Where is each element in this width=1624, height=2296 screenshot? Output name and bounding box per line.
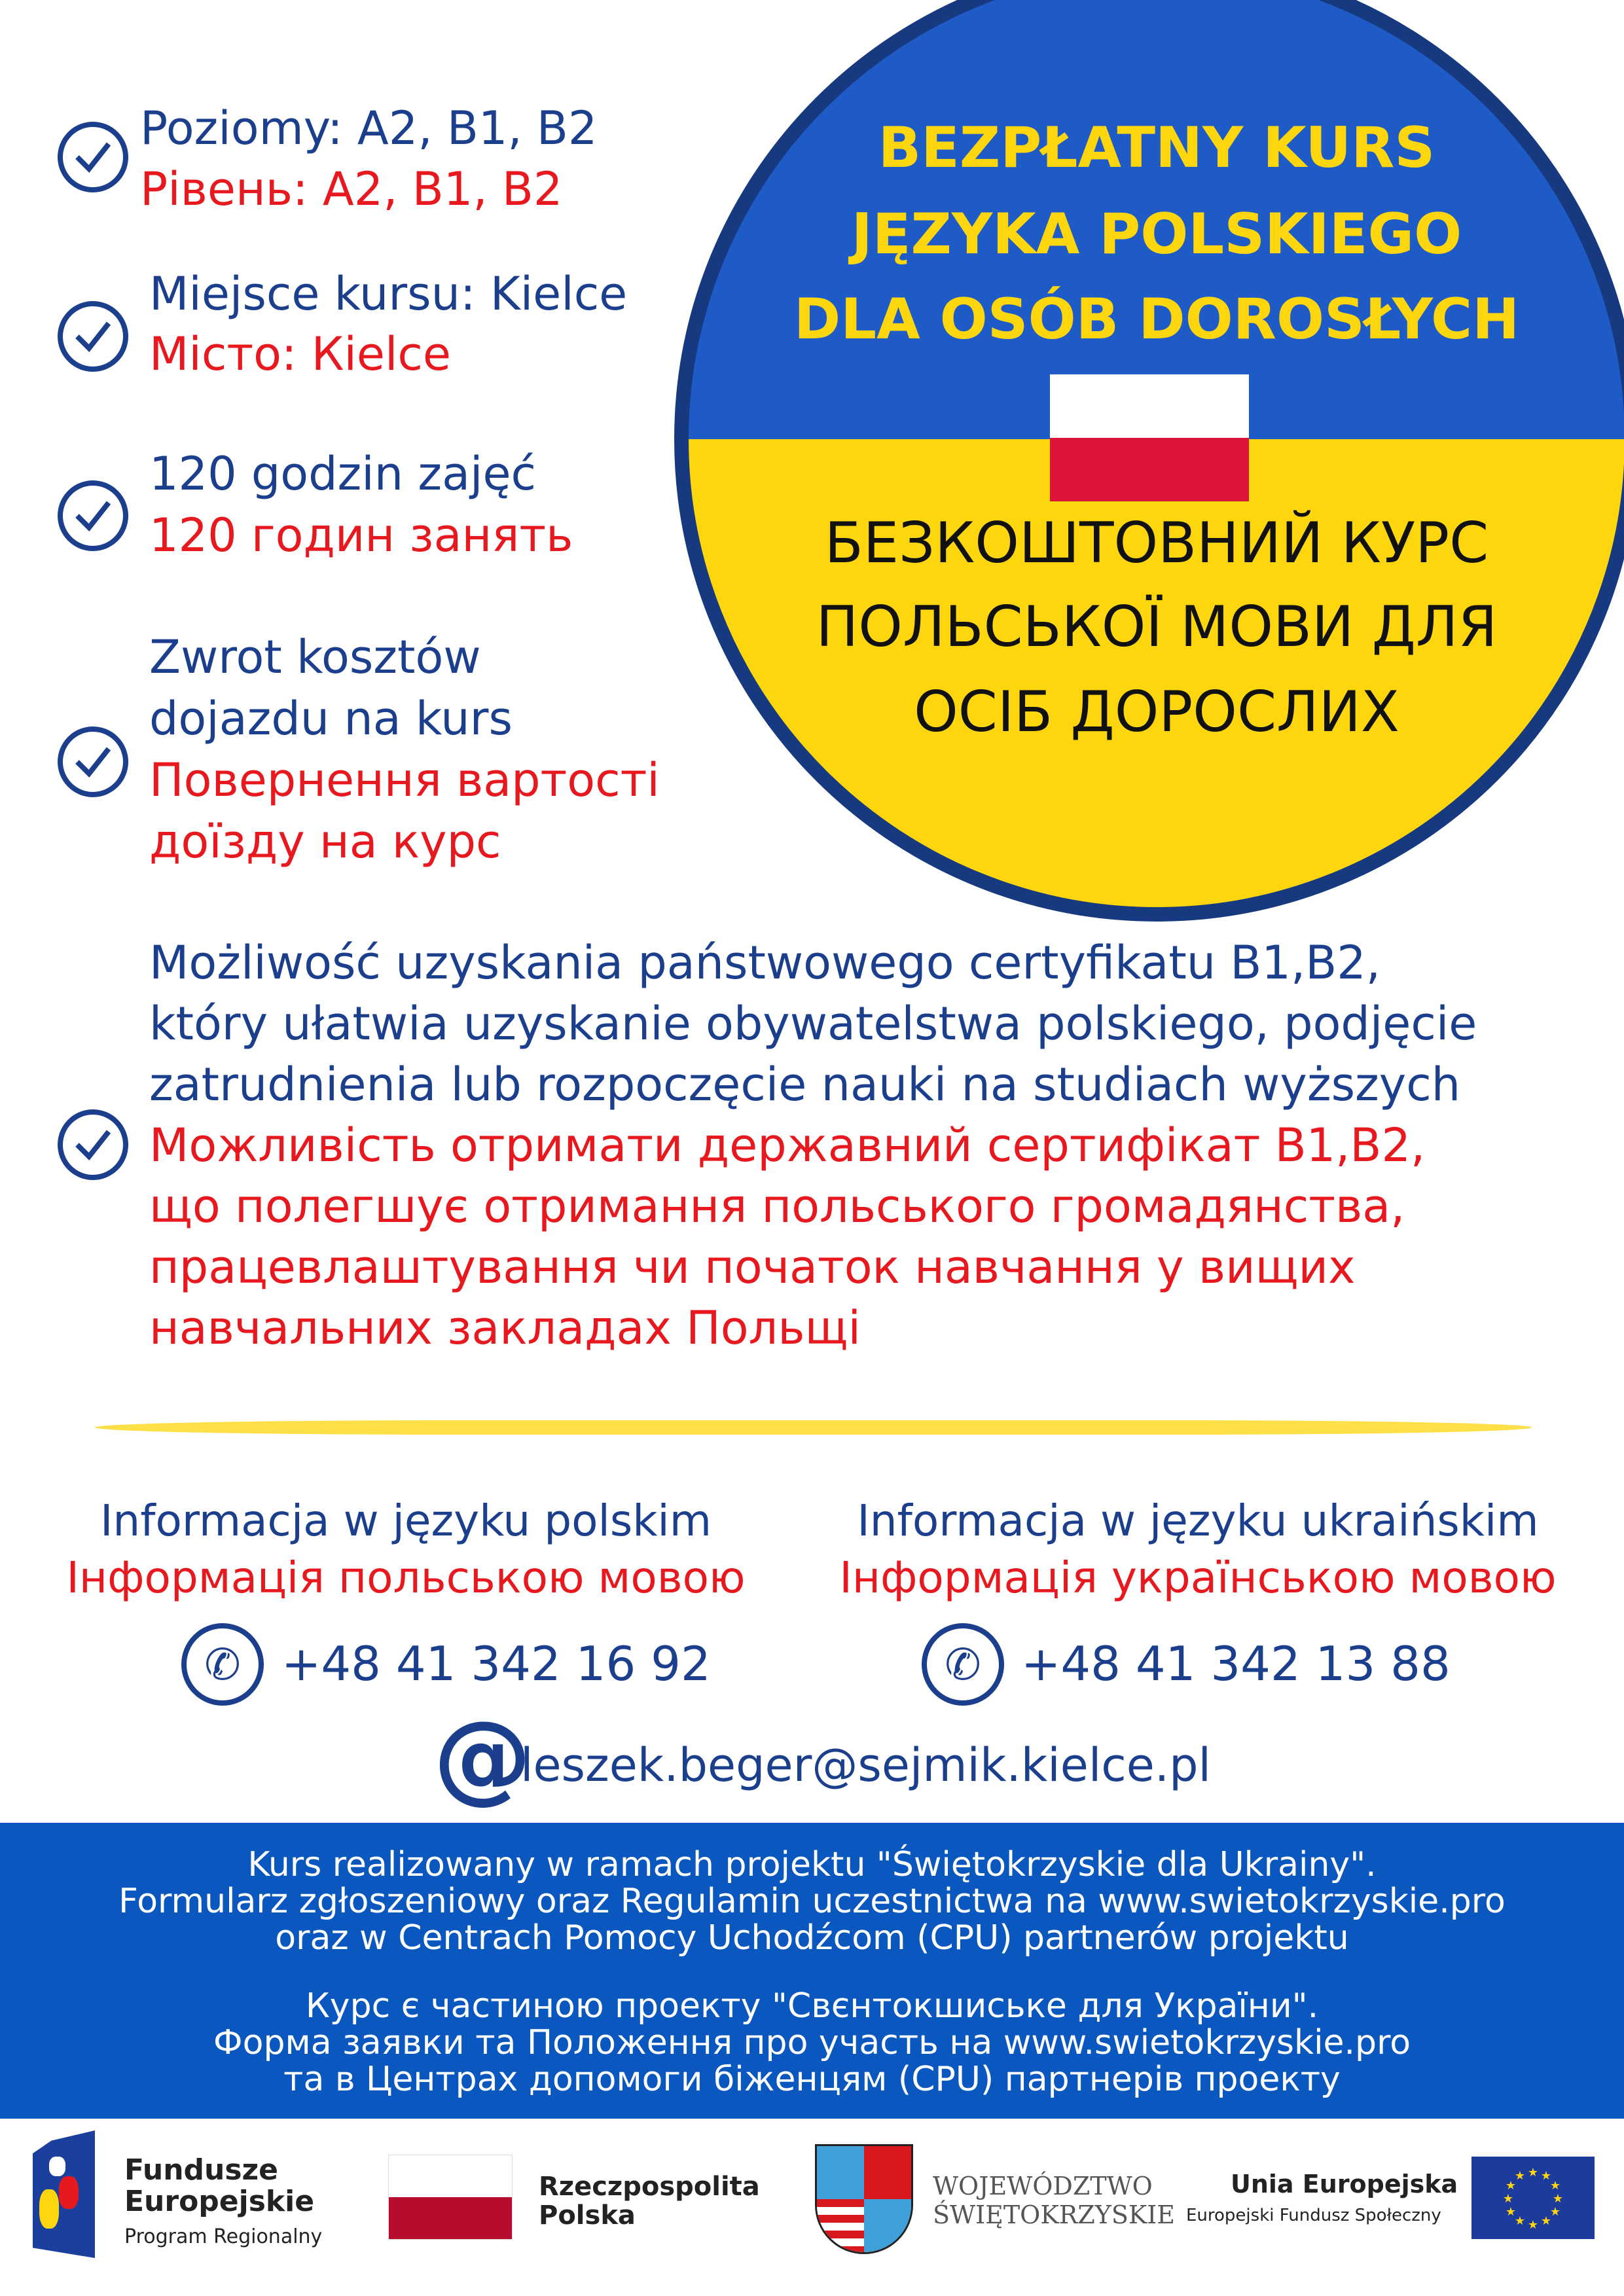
email-link[interactable]: leszek.beger@sejmik.kielce.pl [520, 1738, 1211, 1792]
logo-text: Unia Europejska [1231, 2170, 1458, 2198]
logo-text: Program Regionalny [124, 2225, 323, 2248]
polish-flag [1050, 374, 1249, 501]
band-ua-line: Курс є частиною проекту "Свєнтокшиське для України". [305, 1986, 1319, 2026]
svg-text:★: ★ [1527, 2218, 1539, 2232]
item-ua: Рівень: A2, B1, B2 [140, 162, 563, 216]
contact-pl-heading: Informacja w języku polskim [99, 1496, 712, 1546]
band-pl-line: Formularz zgłoszeniowy oraz Regulamin uczestnictwa na www.swietokrzyskie.pro [118, 1882, 1506, 1921]
svg-text:★: ★ [1505, 2205, 1517, 2219]
band-ua-line: та в Центрах допомоги біженцям (CPU) партнерів проекту [283, 2060, 1341, 2099]
svg-text:★: ★ [1540, 2169, 1552, 2183]
eu-stars-icon [1471, 2157, 1595, 2239]
item-pl: dojazdu na kurs [149, 692, 513, 745]
swietokrzyskie-coat-of-arms [815, 2144, 913, 2254]
item-pl: który ułatwia uzyskanie obywatelstwa polskiego, podjęcie [149, 997, 1477, 1050]
svg-text:★: ★ [1552, 2192, 1564, 2206]
project-info-band [0, 1823, 1624, 2119]
item-pl: Zwrot kosztów [149, 630, 481, 684]
eu-flag [1471, 2157, 1595, 2239]
logo-text: Rzeczpospolita [539, 2172, 760, 2202]
band-pl-line: oraz w Centrach Pomocy Uchodźcom (CPU) partnerów projektu [275, 1918, 1349, 1958]
phone-number-pl[interactable]: +48 41 342 16 92 [281, 1636, 711, 1691]
logo-text: Europejskie [124, 2185, 315, 2218]
title-ua-line: ОСІБ ДОРОСЛИХ [914, 679, 1399, 745]
svg-text:★: ★ [1502, 2192, 1514, 2206]
item-pl: Poziomy: A2, B1, B2 [140, 101, 598, 155]
title-pl-line: JĘZYKA POLSKIEGO [851, 202, 1462, 267]
title-pl-line: BEZPŁATNY KURS [878, 115, 1435, 181]
svg-text:★: ★ [1514, 2169, 1526, 2183]
item-ua: Повернення вартості [149, 753, 660, 807]
item-ua: Можливість отримати державний сертифікат B1,B2, [149, 1119, 1426, 1172]
check-icon [58, 726, 128, 797]
item-pl: Miejsce kursu: Kielce [149, 267, 628, 321]
item-ua: доїзду на курс [149, 815, 501, 869]
yellow-divider [95, 1420, 1532, 1435]
contact-pl-heading-ua: Інформація польською мовою [66, 1552, 746, 1603]
at-icon: @ [433, 1700, 532, 1814]
title-ua-line: БЕЗКОШТОВНИЙ КУРС [824, 511, 1489, 576]
item-ua: що полегшує отримання польського громадянства, [149, 1179, 1405, 1233]
item-ua: 120 годин занять [149, 509, 573, 562]
svg-text:★: ★ [1527, 2166, 1539, 2179]
item-pl: zatrudnienia lub rozpoczęcie nauki na studiach wyższych [149, 1058, 1461, 1111]
phone-icon: ✆ [922, 1623, 1004, 1706]
check-icon [58, 1109, 128, 1180]
phone-icon: ✆ [181, 1623, 264, 1706]
fundusze-europejskie-logo [33, 2130, 95, 2258]
item-pl: 120 godzin zajęć [149, 447, 537, 501]
check-icon [58, 480, 128, 551]
check-icon [58, 122, 128, 192]
svg-text:★: ★ [1549, 2179, 1561, 2193]
title-pl-line: DLA OSÓB DOROSŁYCH [793, 287, 1520, 352]
band-pl-line: Kurs realizowany w ramach projektu "Świętokrzyskie dla Ukrainy". [247, 1845, 1377, 1884]
svg-text:★: ★ [1549, 2205, 1561, 2219]
polish-flag-logo [388, 2155, 513, 2240]
check-icon [58, 301, 128, 372]
title-ua-line: ПОЛЬСЬКОЇ МОВИ ДЛЯ [816, 594, 1498, 660]
item-pl: Możliwość uzyskania państwowego certyfikatu B1,B2, [149, 936, 1381, 990]
logo-text: Polska [539, 2200, 636, 2231]
phone-number-ua[interactable]: +48 41 342 13 88 [1021, 1636, 1451, 1691]
contact-ua-heading-ua: Інформація українською мовою [839, 1552, 1557, 1603]
logo-text: WOJEWÓDZTWO [933, 2172, 1153, 2200]
item-ua: навчальних закладах Польщі [149, 1301, 861, 1355]
item-ua: Місто: Кielce [149, 327, 451, 381]
band-ua-line: Форма заявки та Положення про участь на www.swietokrzyskie.pro [213, 2023, 1411, 2062]
item-ua: працевлаштування чи початок навчання у вищих [149, 1240, 1356, 1294]
svg-text:★: ★ [1505, 2179, 1517, 2193]
logo-text: Fundusze [124, 2153, 278, 2187]
svg-text:★: ★ [1514, 2214, 1526, 2228]
logo-text: Europejski Fundusz Społeczny [1186, 2206, 1441, 2225]
logo-text: ŚWIĘTOKRZYSKIE [933, 2200, 1175, 2229]
contact-ua-heading: Informacja w języku ukraińskim [857, 1496, 1539, 1546]
svg-text:★: ★ [1540, 2214, 1552, 2228]
